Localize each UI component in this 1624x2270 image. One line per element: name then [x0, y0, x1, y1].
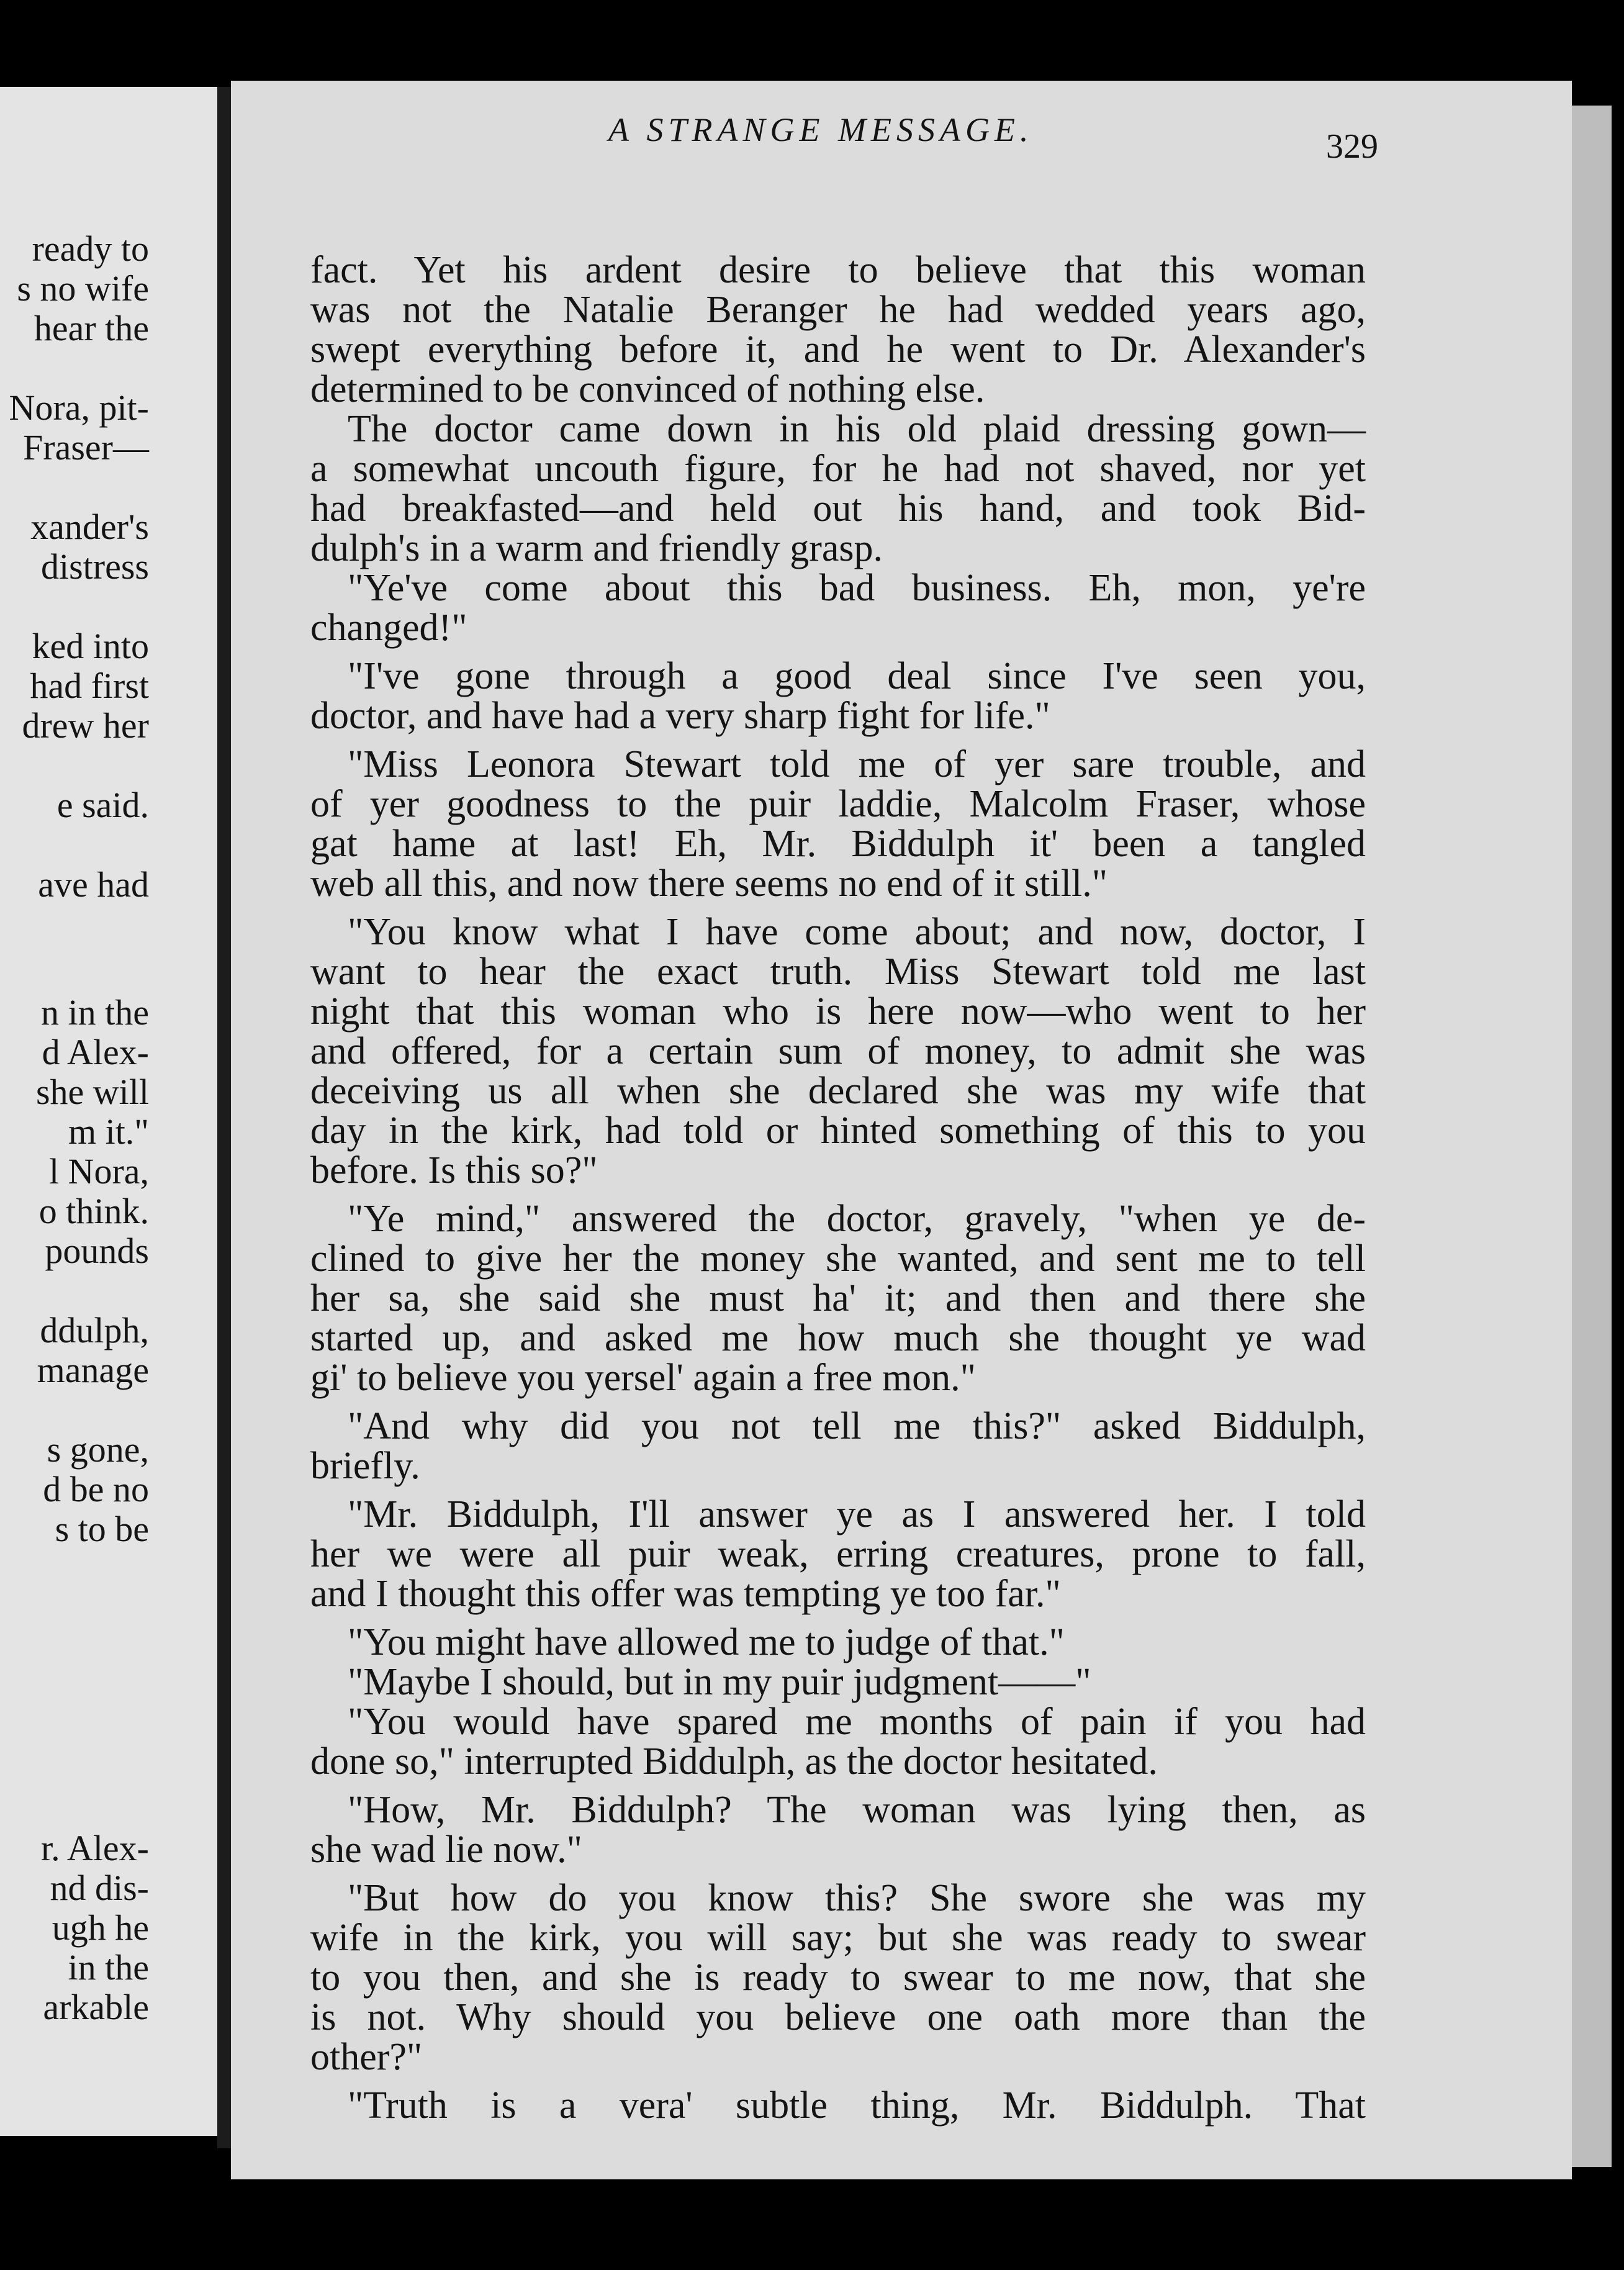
text-line: started up, and asked me how much she thought ye wad — [310, 1317, 1366, 1359]
text-line: want to hear the exact truth. Miss Stewart told me last — [310, 951, 1366, 993]
text-line: "Maybe I should, but in my puir judgment——" — [348, 1661, 1091, 1703]
left-page-fragment: r. Alex- — [41, 1828, 149, 1868]
left-page-fragment: she will — [35, 1072, 149, 1112]
text-line: swept everything before it, and he went to Dr. Alexander's — [310, 328, 1366, 371]
text-line: gat hame at last! Eh, Mr. Biddulph it' been a tangled — [310, 823, 1366, 865]
left-page-fragment: ked into — [32, 626, 149, 666]
left-page-fragment: distress — [41, 546, 149, 587]
text-line: "Mr. Biddulph, I'll answer ye as I answered her. I told — [348, 1493, 1366, 1535]
left-page-fragment: ugh he — [52, 1907, 149, 1948]
text-line: was not the Natalie Beranger he had wedded years ago, — [310, 289, 1366, 331]
text-line: of yer goodness to the puir laddie, Malcolm Fraser, whose — [310, 783, 1366, 825]
left-page-fragment: m it." — [68, 1111, 149, 1152]
left-page-fragment: s to be — [55, 1509, 149, 1549]
text-line: doctor, and have had a very sharp fight for life." — [310, 695, 1050, 737]
left-page-fragment: manage — [37, 1350, 149, 1390]
text-line: deceiving us all when she declared she was my wife that — [310, 1070, 1366, 1112]
text-line: day in the kirk, had told or hinted something of this to you — [310, 1110, 1366, 1152]
text-line: before. Is this so?" — [310, 1149, 598, 1192]
text-line: clined to give her the money she wanted, and sent me to tell — [310, 1237, 1366, 1280]
text-line: "Ye've come about this bad business. Eh, mon, ye're — [348, 567, 1366, 609]
text-line: is not. Why should you believe one oath more than the — [310, 1996, 1366, 2038]
left-page-fragment: drew her — [22, 705, 149, 746]
left-page-fragment: xander's — [30, 507, 149, 547]
text-line: briefly. — [310, 1445, 420, 1487]
page-header — [385, 111, 1378, 166]
text-line: "And why did you not tell me this?" asked Biddulph, — [348, 1405, 1366, 1447]
text-line: dulph's in a warm and friendly grasp. — [310, 527, 883, 569]
left-page-fragment: hear the — [34, 308, 149, 348]
text-line: other?" — [310, 2036, 423, 2078]
left-page-fragment: in the — [68, 1947, 149, 1987]
left-page-fragment: ready to — [32, 228, 149, 269]
text-line: night that this woman who is here now—who went to her — [310, 990, 1366, 1033]
text-line: "Truth is a vera' subtle thing, Mr. Biddulph. That — [348, 2084, 1366, 2127]
left-page-fragment: arkable — [43, 1987, 149, 2027]
text-line: and I thought this offer was tempting ye too far." — [310, 1573, 1061, 1615]
left-page-fragment: o think. — [38, 1191, 149, 1231]
left-page-fragment: pounds — [45, 1231, 149, 1271]
text-line: fact. Yet his ardent desire to believe that this woman — [310, 249, 1366, 291]
text-line: "I've gone through a good deal since I've seen you, — [348, 655, 1366, 697]
text-line: done so," interrupted Biddulph, as the doctor hesitated. — [310, 1740, 1158, 1783]
left-page-fragment: e said. — [56, 785, 149, 825]
book-gutter — [217, 87, 231, 2148]
page-edge — [1572, 106, 1612, 2167]
left-page-fragment: l Nora, — [48, 1151, 149, 1192]
running-title: A STRANGE MESSAGE. — [608, 111, 1034, 148]
text-line: determined to be convinced of nothing else. — [310, 368, 985, 410]
text-line: "You would have spared me months of pain if you had — [348, 1701, 1366, 1743]
text-line: she wad lie now." — [310, 1829, 582, 1871]
left-page-fragment: Fraser— — [23, 427, 149, 468]
text-line: web all this, and now there seems no end of it still." — [310, 862, 1108, 905]
text-line: and offered, for a certain sum of money, to admit she was — [310, 1030, 1366, 1072]
text-line: wife in the kirk, you will say; but she was ready to swear — [310, 1917, 1366, 1959]
left-page-fragment: d Alex- — [42, 1032, 149, 1072]
text-line: "But how do you know this? She swore she was my — [348, 1877, 1366, 1919]
text-line: gi' to believe you yersel' again a free mon." — [310, 1357, 976, 1399]
left-page — [0, 87, 217, 2136]
page-number: 329 — [1326, 127, 1378, 166]
left-page-fragment: Nora, pit- — [9, 387, 149, 428]
text-line: a somewhat uncouth figure, for he had not shaved, nor yet — [310, 448, 1366, 490]
left-page-fragment: s gone, — [47, 1429, 149, 1470]
text-line: to you then, and she is ready to swear to me now, that she — [310, 1956, 1366, 1999]
text-line: her sa, she said she must ha' it; and then and there she — [310, 1277, 1366, 1319]
text-line: "Miss Leonora Stewart told me of yer sare trouble, and — [348, 743, 1366, 785]
left-page-fragment: nd dis- — [50, 1868, 149, 1908]
left-page-fragment: s no wife — [17, 268, 149, 309]
text-line: changed!" — [310, 607, 467, 649]
text-line: "Ye mind," answered the doctor, gravely, "when ye de- — [348, 1198, 1366, 1240]
text-line: "You know what I have come about; and now, doctor, I — [348, 911, 1366, 953]
left-page-fragment: ddulph, — [40, 1310, 149, 1350]
left-page-fragment: d be no — [43, 1469, 149, 1509]
left-page-fragment: had first — [30, 666, 149, 706]
text-line: The doctor came down in his old plaid dressing gown— — [348, 408, 1366, 450]
text-line: her we were all puir weak, erring creatures, prone to fall, — [310, 1533, 1366, 1575]
text-line: had breakfasted—and held out his hand, and took Bid- — [310, 487, 1366, 530]
left-page-fragment: ave had — [38, 864, 149, 905]
left-page-fragment: n in the — [41, 992, 149, 1033]
text-line: "How, Mr. Biddulph? The woman was lying then, as — [348, 1789, 1366, 1831]
text-line: "You might have allowed me to judge of that." — [348, 1621, 1065, 1663]
